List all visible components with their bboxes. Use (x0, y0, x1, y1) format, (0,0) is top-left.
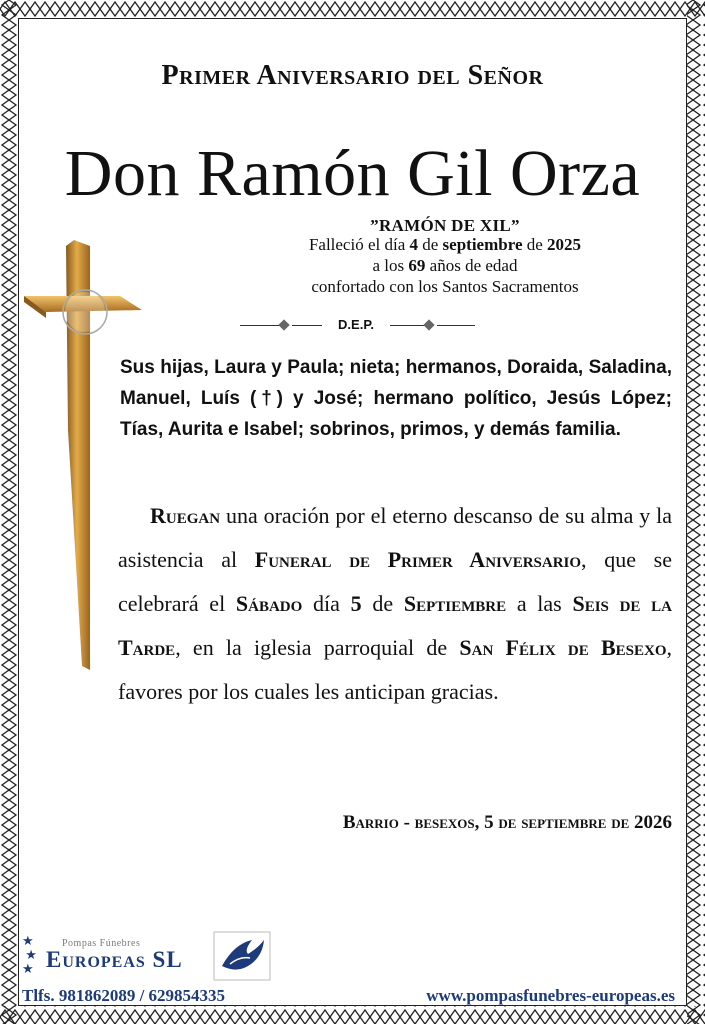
diamond-ornament-icon (423, 319, 434, 330)
diamond-ornament-icon (278, 319, 289, 330)
sacraments-line: confortado con los Santos Sacramentos (311, 277, 579, 296)
dep-divider (240, 316, 475, 336)
dep-label: D.E.P. (338, 317, 374, 332)
stars-icon: ★ ★ ★ (22, 933, 37, 976)
phone-numbers: Tlfs. 981862089 / 629854335 (22, 986, 226, 1005)
nickname: ”RAMÓN DE XIL” (370, 216, 520, 235)
family-paragraph: Sus hijas, Laura y Paula; nieta; hermanos, Doraida, Saladina, Manuel, Luís (†) y José; hermano político, Jesús López; Tías, Aurita e Isabel; sobrinos, primos, y demás familia. (120, 357, 672, 440)
website-link[interactable]: www.pompasfunebres-europeas.es (426, 986, 675, 1005)
prayer-paragraph: Ruegan una oración por el eterno descanso de su alma y la asistencia al Funeral de Primer Aniversario, que se celebrará el Sábado día 5 de Septiembre a las Seis de la Tarde, en la iglesia parroquial de San Félix de Besexo, favores por los cuales les anticipan gracias. (118, 503, 672, 704)
age-line: a los 69 años de edad (372, 256, 518, 275)
logo-brand: Europeas SL (46, 947, 183, 972)
funeral-home-logo (22, 930, 282, 985)
death-details (160, 234, 705, 297)
dove-emblem-icon (212, 930, 272, 982)
notice-subtitle: Primer Aniversario del Señor (161, 60, 544, 91)
deceased-name: Don Ramón Gil Orza (64, 137, 641, 210)
place-and-date: Barrio - besexos, 5 de septiembre de 2026 (342, 812, 672, 833)
death-date-line: Falleció el día 4 de septiembre de 2025 (308, 235, 582, 254)
logo-tagline: Pompas Fúnebres (62, 938, 141, 949)
